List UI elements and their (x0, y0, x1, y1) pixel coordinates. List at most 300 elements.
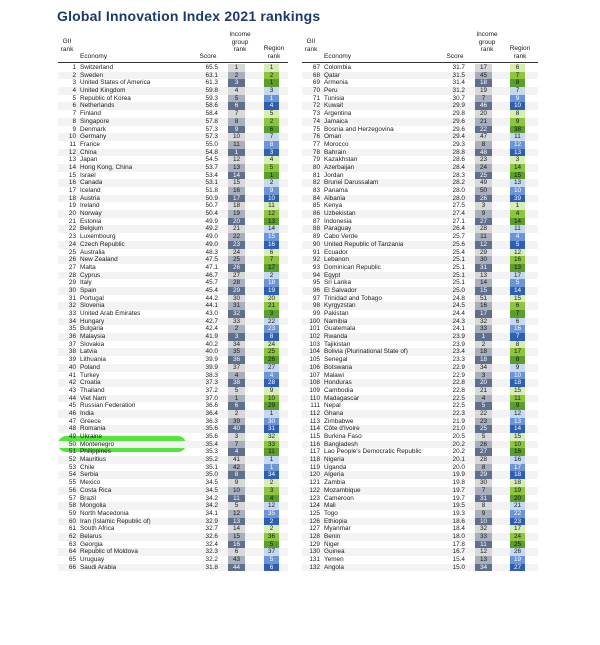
income-group-rank-cell: 24 (228, 249, 245, 257)
region-rank-cell: 8 (264, 141, 279, 149)
income-group-rank-cell: 14 (228, 525, 245, 533)
region-rank-cell: 14 (510, 287, 525, 295)
score-cell: 20.2 (452, 448, 465, 456)
economy-cell: Angola (324, 563, 344, 571)
table-row (58, 164, 288, 172)
rank-cell: 64 (68, 548, 76, 556)
economy-cell: Madagascar (324, 394, 360, 402)
economy-cell: Bolivia (Plurinational State of) (324, 348, 408, 356)
economy-cell: Bulgaria (80, 325, 104, 333)
region-rank-cell: 30 (264, 418, 279, 426)
score-cell: 20.0 (452, 463, 465, 471)
table-row (58, 295, 288, 303)
table-row (302, 464, 538, 472)
economy-cell: Jordan (324, 171, 344, 179)
economy-cell: United Republic of Tanzania (324, 240, 404, 248)
income-group-rank-cell: 3 (228, 333, 245, 341)
income-group-rank-cell: 8 (475, 141, 492, 149)
economy-cell: Kyrgyzstan (324, 302, 356, 310)
score-cell: 29.6 (452, 125, 465, 133)
score-cell: 31.2 (452, 87, 465, 95)
economy-cell: Croatia (80, 379, 101, 387)
score-cell: 36.3 (205, 417, 218, 425)
income-group-rank-cell: 4 (475, 395, 492, 403)
income-group-rank-cell: 28 (475, 225, 492, 233)
score-cell: 50.7 (205, 202, 218, 210)
score-cell: 22.5 (452, 394, 465, 402)
table-row (58, 495, 288, 503)
rank-cell: 57 (68, 494, 76, 502)
table-row (302, 302, 538, 310)
table-row (302, 202, 538, 210)
region-rank-cell: 5 (264, 556, 279, 564)
rank-cell: 21 (68, 217, 76, 225)
rank-cell: 82 (312, 179, 320, 187)
income-group-rank-cell: 47 (475, 133, 492, 141)
table-row (302, 333, 538, 341)
income-group-rank-cell: 16 (228, 187, 245, 195)
region-rank-cell: 9 (264, 187, 279, 195)
region-rank-cell: 10 (510, 372, 525, 380)
table-row (302, 510, 538, 518)
income-group-rank-cell: 4 (228, 448, 245, 456)
table-row (302, 479, 538, 487)
rank-cell: 128 (309, 532, 320, 540)
rank-cell: 104 (309, 348, 320, 356)
score-cell: 25.7 (452, 233, 465, 241)
rank-cell: 78 (312, 148, 320, 156)
rank-cell: 7 (72, 110, 76, 118)
economy-cell: Cyprus (80, 271, 101, 279)
income-group-rank-cell: 11 (228, 495, 245, 503)
rank-cell: 25 (68, 248, 76, 256)
score-cell: 43.0 (205, 310, 218, 317)
income-group-rank-cell: 18 (228, 202, 245, 210)
score-cell: 22.9 (452, 371, 465, 379)
table-row (302, 418, 538, 426)
table-row (58, 249, 288, 257)
table-row (302, 279, 538, 287)
rank-cell: 103 (309, 340, 320, 348)
rank-cell: 83 (312, 187, 320, 194)
score-cell: 53.1 (205, 179, 218, 187)
table-row (302, 533, 538, 541)
table-row (58, 133, 288, 141)
table-row (58, 202, 288, 210)
income-group-rank-cell: 7 (475, 95, 492, 103)
score-cell: 23.9 (452, 340, 465, 348)
region-rank-cell: 25 (264, 348, 279, 356)
header-divider-left (58, 62, 288, 63)
rank-cell: 32 (68, 302, 76, 310)
income-group-rank-cell: 13 (475, 272, 492, 280)
rank-cell: 15 (68, 171, 76, 179)
region-rank-cell: 18 (264, 279, 279, 287)
economy-cell: Malawi (324, 371, 344, 379)
income-group-rank-cell: 12 (475, 241, 492, 249)
table-row (58, 433, 288, 441)
table-row (58, 518, 288, 526)
region-rank-cell: 13 (264, 218, 279, 226)
region-rank-cell: 33 (264, 441, 279, 449)
income-group-rank-cell: 2 (228, 325, 245, 333)
rank-cell: 76 (312, 133, 320, 141)
region-rank-cell: 4 (510, 233, 525, 241)
rank-cell: 43 (68, 386, 76, 394)
economy-cell: Myanmar (324, 525, 351, 533)
table-row (58, 72, 288, 80)
table-row (58, 364, 288, 372)
table-row (58, 233, 288, 241)
table-row (58, 64, 288, 72)
rank-cell: 61 (68, 525, 76, 533)
region-rank-cell: 8 (510, 341, 525, 349)
region-rank-cell: 7 (264, 256, 279, 264)
table-row (302, 210, 538, 218)
rank-cell: 45 (68, 402, 76, 410)
region-rank-cell: 10 (510, 102, 525, 110)
rank-cell: 129 (309, 540, 320, 548)
region-rank-cell: 9 (510, 364, 525, 372)
table-row (58, 387, 288, 395)
income-group-rank-cell: 12 (228, 510, 245, 518)
rank-cell: 23 (68, 233, 76, 241)
table-row (302, 395, 538, 403)
score-cell: 20.5 (452, 433, 465, 440)
income-group-rank-cell: 9 (475, 210, 492, 218)
economy-cell: Mongolia (80, 502, 106, 510)
rank-cell: 81 (312, 171, 320, 179)
score-cell: 57.8 (205, 117, 218, 125)
economy-cell: Italy (80, 279, 92, 287)
score-cell: 40.0 (205, 348, 218, 356)
income-group-rank-cell: 11 (475, 541, 492, 549)
score-cell: 29.4 (452, 133, 465, 141)
score-cell: 57.3 (205, 125, 218, 133)
rank-cell: 24 (68, 240, 76, 248)
region-rank-cell: 25 (510, 541, 525, 549)
table-row (58, 118, 288, 126)
rank-cell: 22 (68, 225, 76, 233)
economy-cell: Togo (324, 509, 338, 517)
region-rank-cell: 5 (264, 110, 279, 118)
header-economy-left: Economy (80, 53, 108, 60)
rank-cell: 48 (68, 425, 76, 433)
region-rank-cell: 3 (264, 87, 279, 95)
rank-cell: 19 (68, 202, 76, 210)
score-cell: 35.6 (205, 433, 218, 440)
table-row (58, 156, 288, 164)
region-rank-cell: 7 (510, 87, 525, 95)
table-row (302, 448, 538, 456)
score-cell: 34.1 (205, 509, 218, 517)
economy-cell: Kazakhstan (324, 156, 358, 164)
economy-cell: Senegal (324, 356, 348, 364)
rank-cell: 29 (68, 279, 76, 287)
rank-cell: 55 (68, 479, 76, 487)
region-rank-cell: 7 (510, 72, 525, 80)
table-row (302, 379, 538, 387)
economy-cell: Lebanon (324, 256, 349, 264)
economy-cell: North Macedonia (80, 509, 129, 517)
table-row (302, 402, 538, 410)
income-group-rank-cell: 18 (475, 348, 492, 356)
score-cell: 32.9 (205, 517, 218, 525)
income-group-rank-cell: 15 (475, 287, 492, 295)
region-rank-cell: 3 (264, 149, 279, 157)
economy-cell: Lao People's Democratic Republic (324, 448, 422, 456)
rank-cell: 105 (309, 356, 320, 364)
region-rank-cell: 10 (510, 441, 525, 449)
region-rank-cell: 1 (264, 410, 279, 418)
income-group-rank-cell: 22 (475, 410, 492, 418)
rank-cell: 46 (68, 409, 76, 417)
region-rank-cell: 13 (510, 149, 525, 157)
income-group-rank-cell: 2 (228, 410, 245, 418)
rank-cell: 85 (312, 202, 320, 210)
income-group-rank-cell: 17 (228, 195, 245, 203)
score-cell: 23.4 (452, 348, 465, 356)
region-rank-cell: 4 (264, 102, 279, 110)
economy-cell: Singapore (80, 117, 110, 125)
region-rank-cell: 3 (510, 156, 525, 164)
table-row (58, 479, 288, 487)
table-row (302, 318, 538, 326)
region-rank-cell: 19 (510, 487, 525, 495)
rank-cell: 111 (310, 402, 320, 410)
score-cell: 15.4 (452, 556, 465, 563)
table-row (302, 272, 538, 280)
economy-cell: Israel (80, 171, 96, 179)
region-rank-cell: 4 (264, 495, 279, 503)
economy-cell: Bosnia and Herzegovina (324, 125, 394, 133)
economy-cell: Benin (324, 532, 341, 540)
region-rank-cell: 15 (510, 387, 525, 395)
region-rank-cell: 1 (264, 464, 279, 472)
table-row (58, 448, 288, 456)
income-group-rank-cell: 38 (228, 379, 245, 387)
region-rank-cell: 3 (264, 310, 279, 318)
score-cell: 37.0 (205, 394, 218, 402)
score-cell: 42.7 (205, 317, 218, 325)
rank-cell: 109 (309, 386, 320, 394)
region-rank-cell: 19 (264, 287, 279, 295)
rank-cell: 34 (68, 317, 76, 325)
region-rank-cell: 24 (264, 341, 279, 349)
income-group-rank-cell: 8 (475, 502, 492, 510)
rank-cell: 53 (68, 463, 76, 471)
economy-cell: Philippines (80, 448, 111, 456)
rank-cell: 86 (312, 210, 320, 218)
score-cell: 41.9 (205, 333, 218, 341)
region-rank-cell: 12 (264, 210, 279, 218)
economy-cell: Morocco (324, 140, 349, 148)
header-region-left: Region rank (263, 45, 285, 60)
rank-cell: 42 (68, 379, 76, 387)
score-cell: 37.2 (205, 386, 218, 394)
table-row (58, 348, 288, 356)
economy-cell: Brazil (80, 494, 96, 502)
economy-cell: Colombia (324, 64, 351, 71)
region-rank-cell: 10 (264, 195, 279, 203)
score-cell: 35.4 (205, 440, 218, 448)
score-cell: 28.6 (452, 156, 465, 164)
score-cell: 24.3 (452, 317, 465, 325)
region-rank-cell: 6 (264, 249, 279, 257)
income-group-rank-cell: 9 (228, 126, 245, 134)
table-row (302, 187, 538, 195)
region-rank-cell: 24 (510, 533, 525, 541)
header-score-right: Score (446, 53, 464, 60)
region-rank-cell: 17 (264, 264, 279, 272)
income-group-rank-cell: 11 (228, 141, 245, 149)
economy-cell: Ethiopia (324, 517, 348, 525)
rank-cell: 10 (68, 133, 76, 141)
income-group-rank-cell: 31 (475, 495, 492, 503)
income-group-rank-cell: 6 (228, 102, 245, 110)
rank-cell: 13 (68, 156, 76, 164)
table-row (302, 433, 538, 441)
income-group-rank-cell: 21 (475, 118, 492, 126)
economy-cell: Belgium (80, 225, 104, 233)
rank-cell: 56 (68, 486, 76, 494)
income-group-rank-cell: 30 (475, 256, 492, 264)
income-group-rank-cell: 51 (475, 295, 492, 303)
table-row (302, 502, 538, 510)
region-rank-cell: 9 (510, 118, 525, 126)
rank-cell: 108 (309, 379, 320, 387)
economy-cell: Peru (324, 87, 338, 95)
economy-cell: Nepal (324, 402, 341, 410)
economy-cell: Australia (80, 248, 105, 256)
score-cell: 45.7 (205, 279, 218, 287)
table-row (58, 195, 288, 203)
economy-cell: Malta (80, 263, 96, 271)
economy-cell: Ukraine (80, 433, 103, 440)
region-rank-cell: 17 (510, 272, 525, 280)
income-group-rank-cell: 26 (228, 264, 245, 272)
region-rank-cell: 2 (264, 479, 279, 487)
region-rank-cell: 6 (510, 318, 525, 326)
income-group-rank-cell: 27 (475, 448, 492, 456)
score-cell: 20.2 (452, 440, 465, 448)
rank-cell: 26 (68, 256, 76, 264)
score-cell: 53.7 (205, 163, 218, 171)
economy-cell: Belarus (80, 532, 102, 540)
economy-cell: Spain (80, 286, 97, 294)
table-row (58, 95, 288, 103)
region-rank-cell: 16 (264, 241, 279, 249)
income-group-rank-cell: 42 (228, 464, 245, 472)
region-rank-cell: 8 (510, 79, 525, 87)
economy-cell: Sri Lanka (324, 279, 351, 287)
income-group-rank-cell: 4 (228, 372, 245, 380)
economy-cell: Poland (80, 363, 100, 371)
income-group-rank-cell: 22 (475, 126, 492, 134)
rank-cell: 72 (312, 102, 320, 110)
score-cell: 34.5 (205, 479, 218, 487)
score-cell: 65.5 (205, 64, 218, 71)
economy-cell: China (80, 148, 97, 156)
region-rank-cell: 13 (510, 264, 525, 272)
region-rank-cell: 19 (510, 556, 525, 564)
rank-cell: 68 (312, 71, 320, 79)
economy-cell: Costa Rica (80, 486, 112, 494)
table-row (302, 79, 538, 87)
score-cell: 24.1 (452, 325, 465, 333)
rank-cell: 63 (68, 540, 76, 548)
score-cell: 31.8 (205, 563, 218, 571)
table-row (302, 325, 538, 333)
region-rank-cell: 6 (510, 64, 525, 72)
rank-cell: 80 (312, 163, 320, 171)
score-cell: 35.6 (205, 425, 218, 433)
rank-cell: 6 (72, 102, 76, 110)
header-region-right: Region rank (509, 45, 531, 60)
income-group-rank-cell: 14 (475, 279, 492, 287)
region-rank-cell: 2 (264, 179, 279, 187)
rank-cell: 20 (68, 210, 76, 218)
rank-cell: 58 (68, 502, 76, 510)
score-cell: 35.3 (205, 448, 218, 456)
income-group-rank-cell: 31 (228, 302, 245, 310)
table-row (302, 441, 538, 449)
score-cell: 35.2 (205, 456, 218, 464)
income-group-rank-cell: 1 (228, 64, 245, 72)
economy-cell: Cabo Verde (324, 233, 358, 241)
score-cell: 27.5 (452, 202, 465, 210)
economy-cell: Finland (80, 110, 101, 118)
rank-cell: 99 (312, 310, 320, 317)
region-rank-cell: 23 (510, 518, 525, 526)
economy-cell: Namibia (324, 317, 348, 325)
income-group-rank-cell: 3 (475, 202, 492, 210)
table-row (58, 279, 288, 287)
economy-cell: New Zealand (80, 256, 118, 264)
table-row (302, 487, 538, 495)
rank-cell: 3 (72, 79, 76, 87)
table-row (302, 548, 538, 556)
income-group-rank-cell: 40 (228, 425, 245, 433)
region-rank-cell: 26 (510, 548, 525, 556)
income-group-rank-cell: 5 (475, 402, 492, 410)
score-cell: 47.5 (205, 256, 218, 264)
region-rank-cell: 7 (510, 333, 525, 341)
economy-cell: Kuwait (324, 102, 344, 110)
table-row (302, 225, 538, 233)
table-row (58, 149, 288, 157)
income-group-rank-cell: 27 (228, 272, 245, 280)
rank-cell: 131 (309, 556, 320, 563)
economy-cell: Jamaica (324, 117, 348, 125)
region-rank-cell: 2 (264, 518, 279, 526)
income-group-rank-cell: 13 (475, 556, 492, 564)
income-group-rank-cell: 21 (228, 225, 245, 233)
economy-cell: Nigeria (324, 456, 345, 464)
income-group-rank-cell: 13 (228, 518, 245, 526)
table-row (58, 172, 288, 180)
region-rank-cell: 14 (264, 225, 279, 233)
economy-cell: Latvia (80, 348, 98, 356)
score-cell: 22.3 (452, 409, 465, 417)
economy-cell: Pakistan (324, 310, 349, 317)
region-rank-cell: 8 (510, 356, 525, 364)
income-group-rank-cell: 41 (228, 456, 245, 464)
region-rank-cell: 13 (510, 418, 525, 426)
score-cell: 17.8 (452, 540, 465, 548)
rank-cell: 110 (309, 394, 320, 402)
economy-cell: Bangladesh (324, 440, 358, 448)
